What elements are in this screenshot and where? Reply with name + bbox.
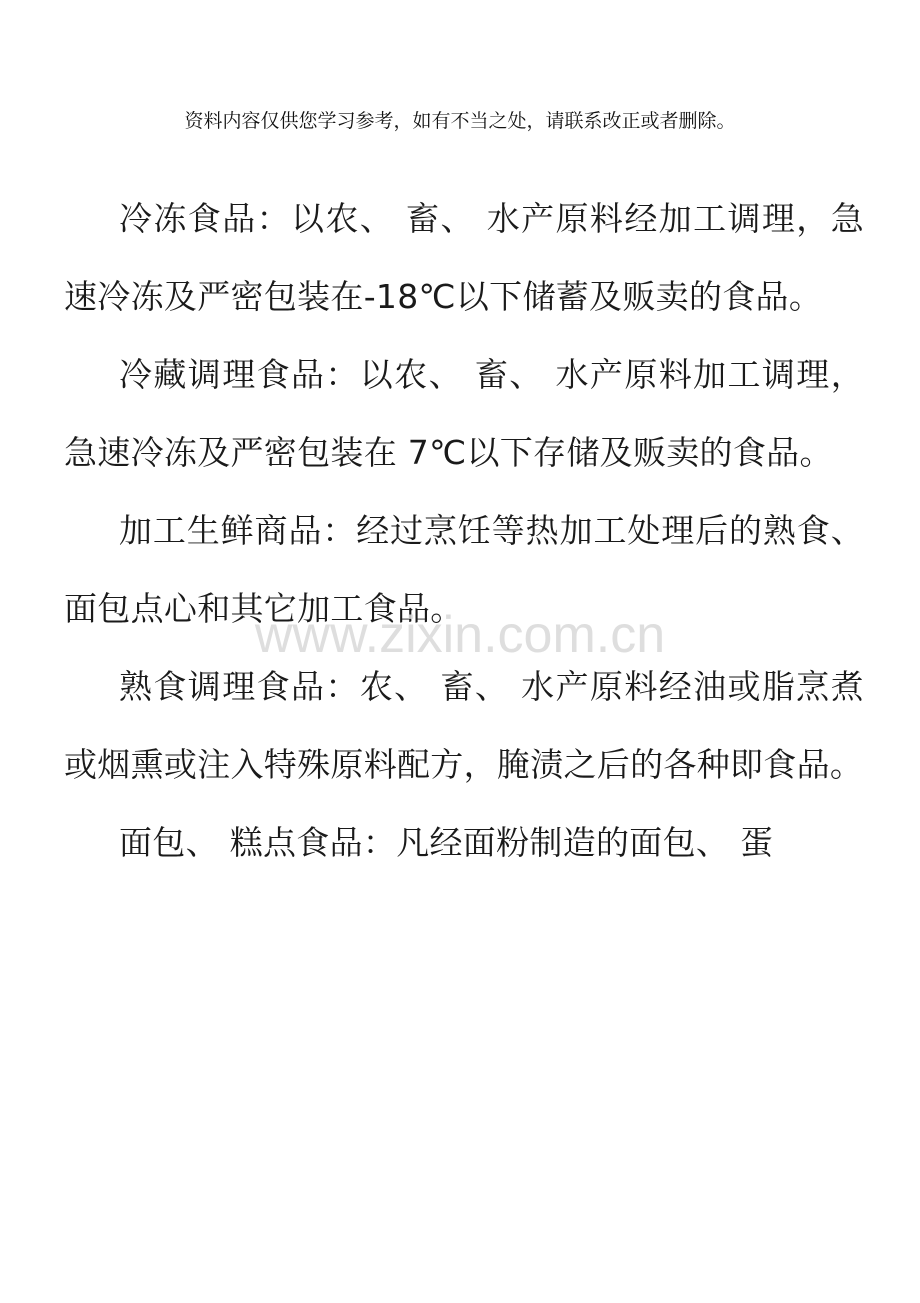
paragraph-processed-fresh-goods: 加工生鲜商品：经过烹饪等热加工处理后的熟食、 面包点心和其它加工食品。 <box>64 511 864 628</box>
paragraph-cooked-prepared-food: 熟食调理食品：农、 畜、 水产原料经油或脂烹煮或烟熏或注入特殊原料配方，腌渍之后的各种即食品。 <box>64 667 864 784</box>
disclaimer-header: 资料内容仅供您学习参考，如有不当之处，请联系改正或者删除。 <box>184 110 736 132</box>
paragraph-bread-pastry-food: 面包、 糕点食品：凡经面粉制造的面包、 蛋 <box>119 823 774 862</box>
document-body <box>64 180 864 882</box>
watermark: www.zixin.com.cn <box>254 606 666 664</box>
paragraph-chilled-prepared-food: 冷藏调理食品：以农、 畜、 水产原料加工调理，急速冷冻及严密包装在 7℃以下存储及贩卖的食品。 <box>64 355 864 472</box>
paragraph-frozen-food: 冷冻食品：以农、 畜、 水产原料经加工调理，急速冷冻及严密包装在-18℃以下储蓄及贩卖的食品。 <box>64 199 864 316</box>
